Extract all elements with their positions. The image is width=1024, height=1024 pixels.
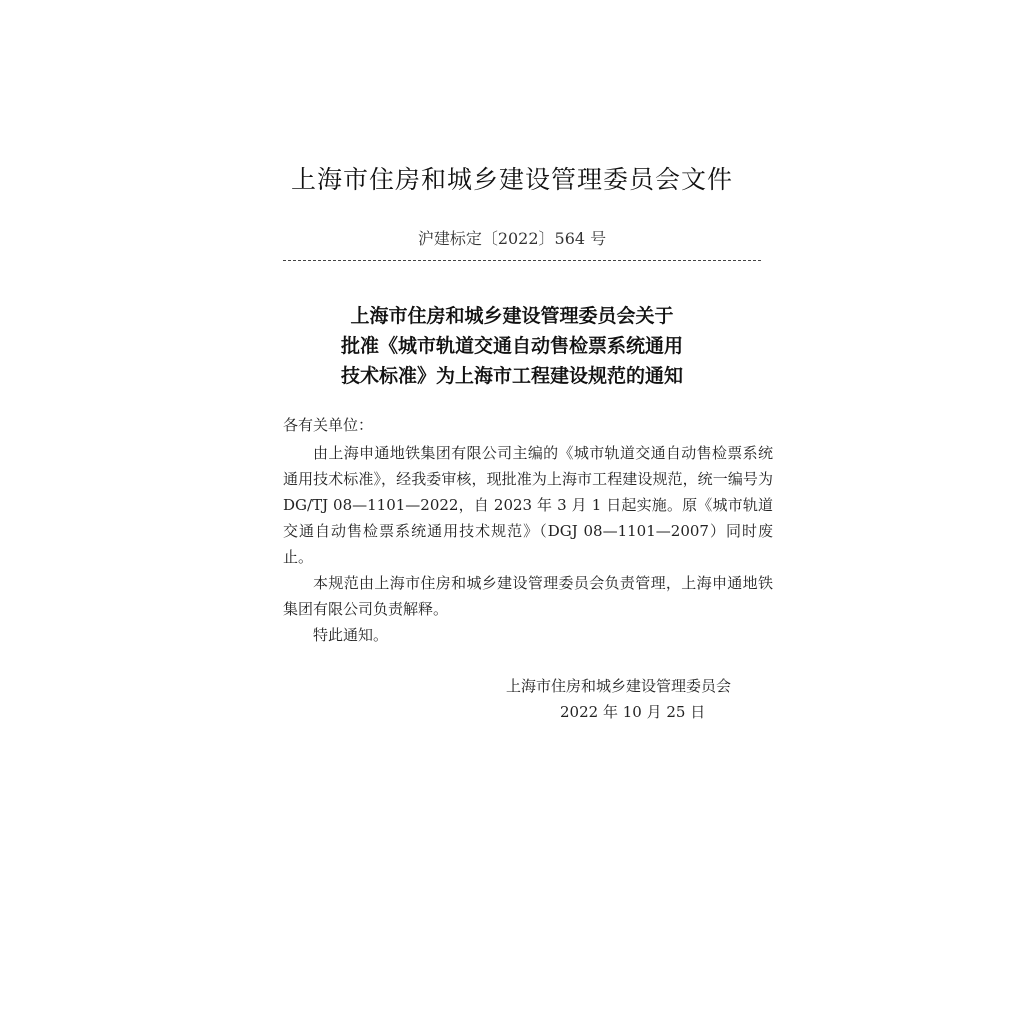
header-divider <box>283 260 761 261</box>
document-number: 沪建标定〔2022〕564 号 <box>417 229 607 248</box>
body-paragraph-approval: 由上海申通地铁集团有限公司主编的《城市轨道交通自动售检票系统通用技术标准》，经我委审核，现批准为上海市工程建设规范，统一编号为 DG/TJ 08—1101—2022，自 2023 年 3 月 1 日起实施。原《城市轨道交通自动售检票系统通用技术规范》（DGJ 08—1101—2007）同时废止。 <box>283 444 773 566</box>
notice-title <box>0 301 1024 391</box>
notice-title-line-3: 技术标准》为上海市工程建设规范的通知 <box>340 365 683 387</box>
notice-title-line-2: 批准《城市轨道交通自动售检票系统通用 <box>340 335 683 357</box>
issuing-organization-header: 上海市住房和城乡建设管理委员会文件 <box>290 165 733 194</box>
body-paragraph-closing: 特此通知。 <box>313 626 389 644</box>
salutation: 各有关单位： <box>283 416 374 434</box>
signature-organization: 上海市住房和城乡建设管理委员会 <box>506 677 732 695</box>
body-paragraph-responsibility: 本规范由上海市住房和城乡建设管理委员会负责管理，上海申通地铁集团有限公司负责解释。 <box>283 574 773 618</box>
signature-date: 2022 年 10 月 25 日 <box>560 703 706 721</box>
notice-title-line-1: 上海市住房和城乡建设管理委员会关于 <box>350 305 674 327</box>
